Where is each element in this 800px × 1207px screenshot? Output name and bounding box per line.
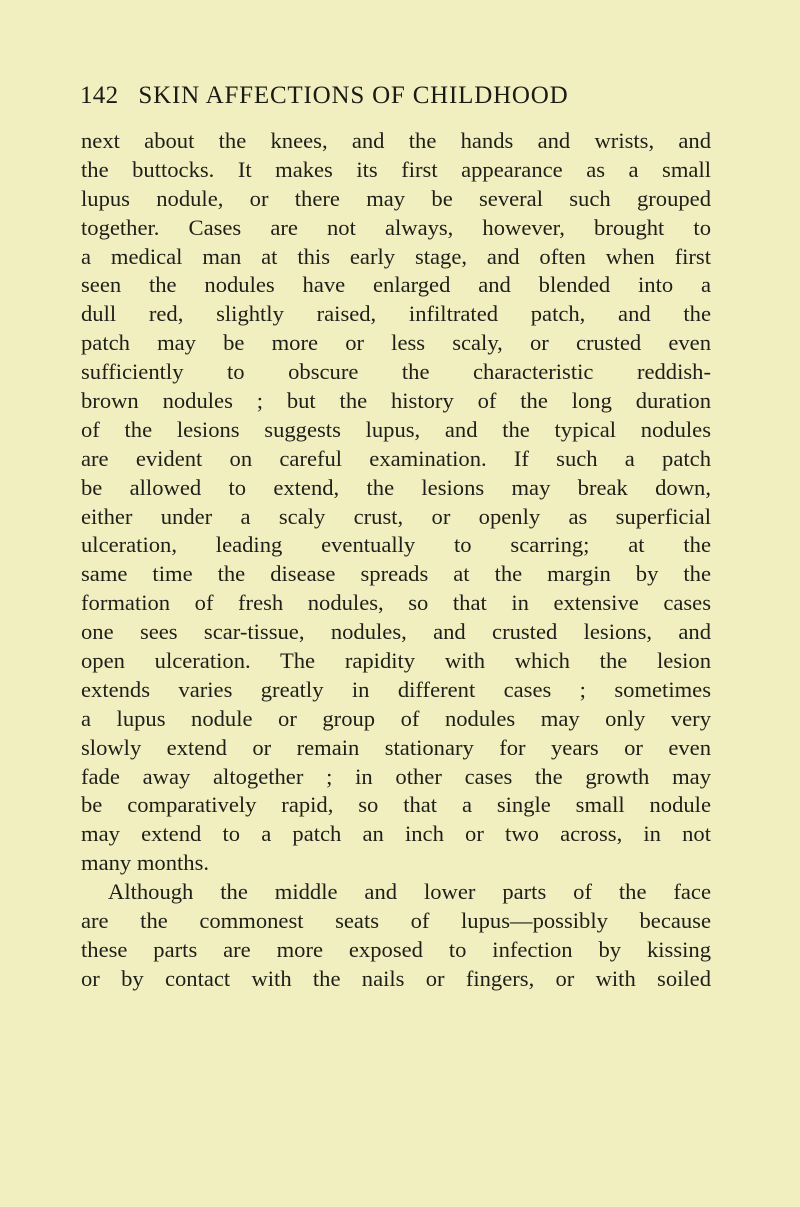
text-line: are the commonest seats of lupus—possibly because [81,908,711,934]
text-line: be comparatively rapid, so that a single small nodule [81,792,711,818]
page-number: 142 [80,82,119,109]
running-head [80,80,740,112]
text-line: next about the knees, and the hands and wrists, and [81,128,711,153]
text-line: one sees scar-tissue, nodules, and crusted lesions, and [81,619,711,645]
text-line: sufficiently to obscure the characteristic reddish- [81,359,711,385]
text-line: either under a scaly crust, or openly as superficial [81,503,711,529]
text-line: may extend to a patch an inch or two across, in not [81,821,711,847]
text-line: formation of fresh nodules, so that in extensive cases [81,590,711,616]
text-line: lupus nodule, or there may be several such grouped [81,185,711,211]
text-line: of the lesions suggests lupus, and the typical nodules [81,416,711,442]
text-line: be allowed to extend, the lesions may break down, [81,474,711,500]
text-line: a lupus nodule or group of nodules may only very [81,705,711,731]
text-line: ulceration, leading eventually to scarring; at the [81,532,711,558]
text-line: a medical man at this early stage, and often when first [81,243,711,269]
text-line: brown nodules ; but the history of the long duration [81,388,711,414]
text-line: Although the middle and lower parts of the face [108,879,711,905]
text-line: same time the disease spreads at the margin by the [81,561,711,587]
body-text [81,127,711,994]
text-line: seen the nodules have enlarged and blended into a [81,272,711,298]
running-title: SKIN AFFECTIONS OF CHILDHOOD [138,82,569,109]
text-line: these parts are more exposed to infection by kissing [81,936,711,962]
paragraph-1 [81,127,711,878]
text-line: are evident on careful examination. If such a patch [81,445,711,471]
text-line: together. Cases are not always, however, brought to [81,214,711,240]
text-line: extends varies greatly in different cases ; sometimes [81,676,711,702]
paragraph-2 [81,878,711,994]
text-line: many months. [81,850,210,876]
text-line: or by contact with the nails or fingers, or with soiled [81,965,711,991]
text-line: fade away altogether ; in other cases the growth may [81,763,711,789]
text-line: the buttocks. It makes its first appearance as a small [81,156,711,182]
text-line: open ulceration. The rapidity with which the lesion [81,648,711,674]
text-line: slowly extend or remain stationary for years or even [81,734,711,760]
text-line: patch may be more or less scaly, or crusted even [81,330,711,356]
text-line: dull red, slightly raised, infiltrated patch, and the [81,301,711,327]
